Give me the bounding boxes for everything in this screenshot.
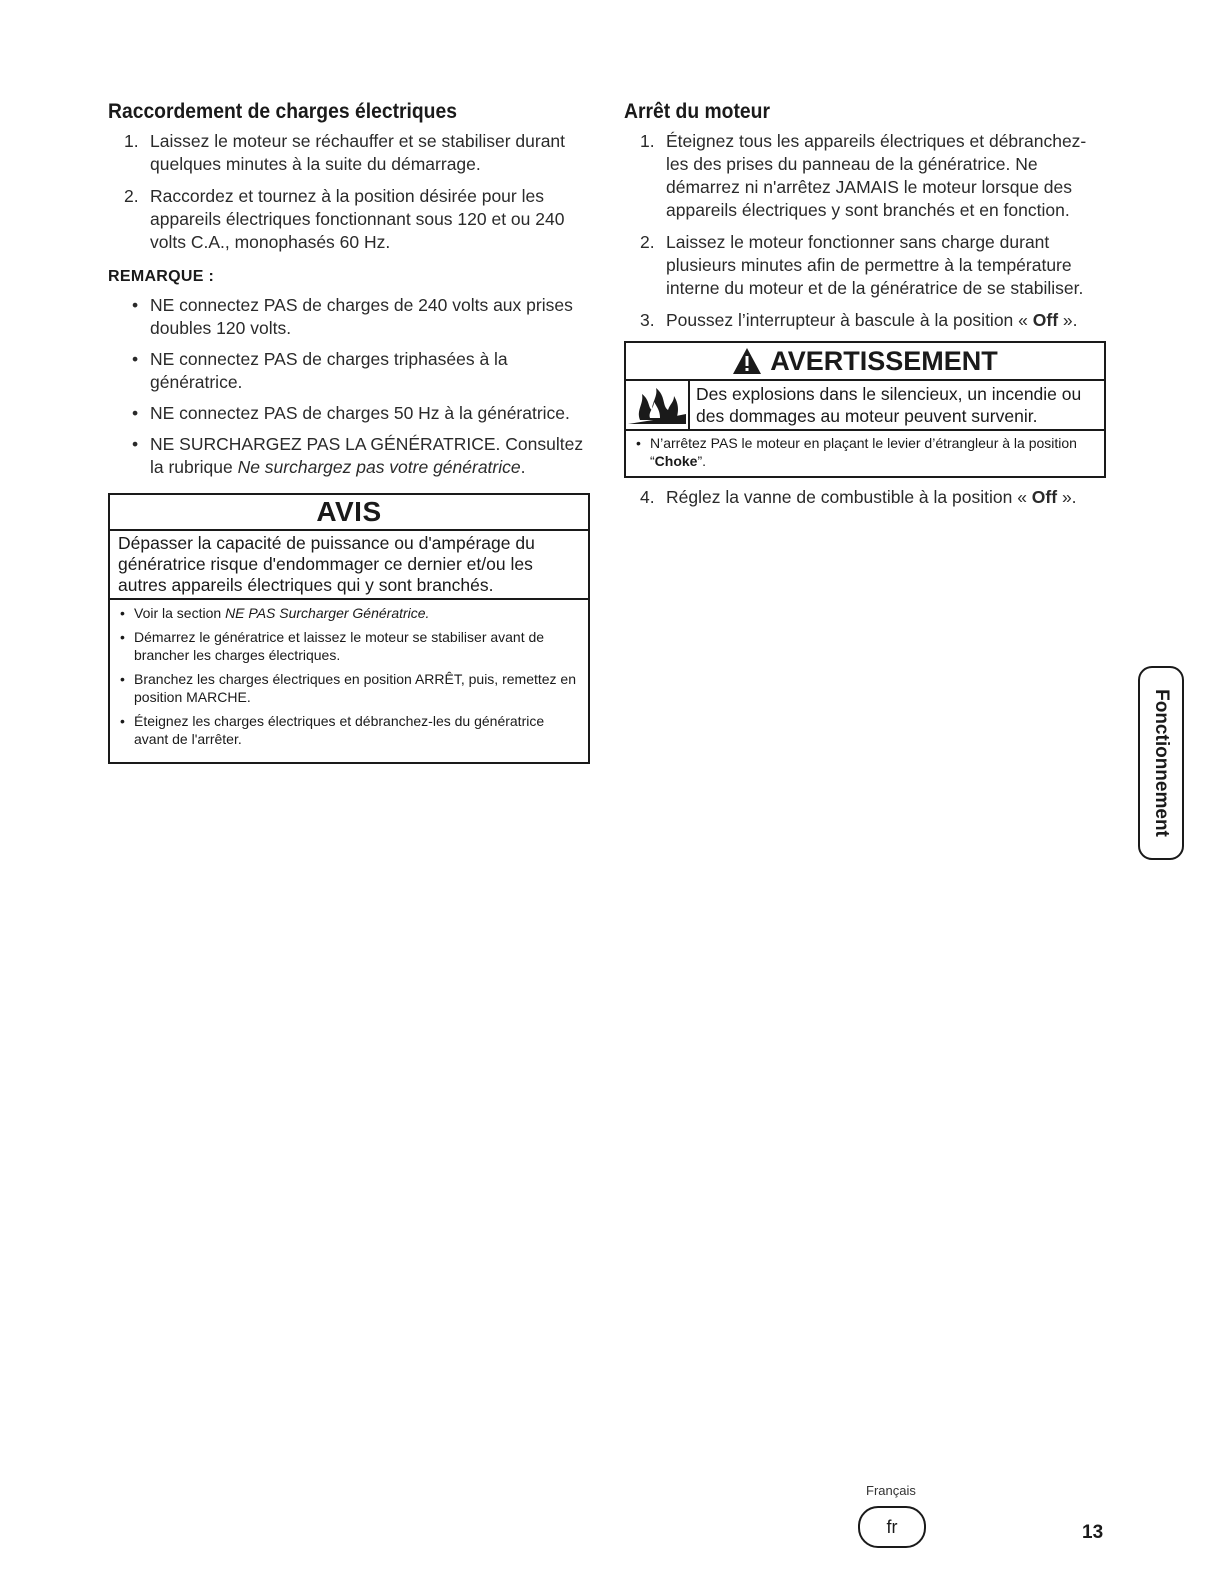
list-item — [116, 604, 582, 622]
list-item — [632, 434, 1098, 470]
note-text: NE connectez PAS de charges de 240 volts aux prises doubles 120 volts. — [150, 295, 573, 338]
step-text-suffix: ». — [1057, 487, 1077, 507]
warning-item-text: N’arrêtez PAS le moteur en plaçant le levier d’étrangleur à la position “ — [650, 435, 1077, 469]
connecting-steps — [108, 130, 588, 254]
step-number: 3. — [640, 310, 655, 330]
section-heading-connecting-loads: Raccordement de charges électriques — [108, 100, 457, 123]
warning-text: Des explosions dans le silencieux, un incendie ou des dommages au moteur peuvent survenir. — [696, 384, 1082, 426]
list-item — [108, 433, 588, 479]
step-text: Poussez l’interrupteur à bascule à la position « — [666, 310, 1033, 330]
warning-box — [624, 341, 1106, 478]
notice-item-italic: NE PAS Surcharger Génératrice. — [225, 605, 430, 621]
list-item — [116, 712, 582, 748]
notice-item-text: Branchez les charges électriques en position ARRÊT, puis, remettez en position MARCHE. — [134, 671, 577, 705]
notice-item-text: Démarrez le génératrice et laissez le moteur se stabiliser avant de brancher les charges électriques. — [134, 629, 545, 663]
step-number: 1. — [640, 131, 655, 151]
bullet-icon: • — [120, 629, 125, 645]
step-number: 2. — [124, 186, 139, 206]
note-text: NE connectez PAS de charges triphasées à la génératrice. — [150, 349, 508, 392]
list-item — [108, 294, 588, 340]
warning-triangle-icon — [732, 347, 762, 375]
list-item — [116, 628, 582, 664]
step-text: Laissez le moteur se réchauffer et se stabiliser durant quelques minutes à la suite du démarrage. — [150, 131, 566, 174]
warning-item-bold: Choke — [654, 453, 698, 469]
left-column — [108, 100, 588, 764]
notice-box — [108, 493, 590, 764]
bullet-icon: • — [132, 295, 139, 315]
fire-icon — [626, 384, 688, 426]
notice-item-text: Éteignez les charges électriques et débranchez-les du génératrice avant de l'arrêter. — [134, 713, 545, 747]
step-text: Réglez la vanne de combustible à la position « — [666, 487, 1032, 507]
notice-title: AVIS — [110, 495, 588, 531]
list-item — [108, 130, 588, 176]
stop-steps — [624, 130, 1106, 332]
page-number: 13 — [1082, 1522, 1104, 1543]
step-number: 1. — [124, 131, 139, 151]
note-text-suffix: . — [520, 457, 526, 477]
list-item — [108, 185, 588, 254]
note-text: NE connectez PAS de charges 50 Hz à la génératrice. — [150, 403, 570, 423]
step-text: Raccordez et tournez à la position désirée pour les appareils électriques fonctionnant sous 120 et ou 240 volts C.A., monophasés 60 Hz. — [150, 186, 565, 252]
warning-hazard-row — [626, 381, 1104, 431]
bullet-icon: • — [636, 435, 641, 451]
list-item — [624, 130, 1106, 222]
stop-steps-continued — [624, 486, 1106, 509]
notice-items — [110, 600, 588, 762]
step-text: Éteignez tous les appareils électriques et débranchez-les des prises du panneau de la génératrice. Ne démarrez ni n'arrêtez JAMAIS le moteur lorsque des appareils électriques y sont branchés et en fonction. — [666, 131, 1087, 220]
bullet-icon: • — [120, 605, 125, 621]
notice-description: Dépasser la capacité de puissance ou d'ampérage du génératrice risque d'endommager ce dernier et/ou les autres appareils électriques qui y sont branchés. — [110, 531, 588, 600]
step-text: Laissez le moteur fonctionner sans charge durant plusieurs minutes afin de permettre à la température interne du moteur et de la génératrice de se stabiliser. — [666, 232, 1084, 298]
section-heading-engine-stop: Arrêt du moteur — [624, 100, 770, 123]
note-italic-reference: Ne surchargez pas votre génératrice — [237, 457, 521, 477]
step-text-suffix: ». — [1058, 310, 1078, 330]
warning-header — [626, 343, 1104, 381]
bullet-icon: • — [132, 349, 139, 369]
section-side-tab — [1138, 666, 1184, 860]
note-text: NE SURCHARGEZ PAS LA GÉNÉRATRICE. Consultez la rubrique — [150, 434, 584, 477]
language-badge: fr — [858, 1506, 926, 1548]
bullet-icon: • — [120, 713, 125, 729]
warning-icon-cell — [626, 381, 690, 429]
list-item — [624, 309, 1106, 332]
list-item — [116, 670, 582, 706]
bullet-icon: • — [132, 403, 139, 423]
list-item — [624, 231, 1106, 300]
list-item — [108, 348, 588, 394]
warning-items — [626, 431, 1104, 476]
bullet-icon: • — [120, 671, 125, 687]
warning-title: AVERTISSEMENT — [770, 346, 998, 376]
step-bold-value: Off — [1032, 310, 1059, 330]
step-number: 2. — [640, 232, 655, 252]
warning-item-suffix: ”. — [697, 453, 707, 469]
footer-language: Français — [866, 1483, 916, 1498]
notice-item-text: Voir la section — [134, 605, 226, 621]
step-bold-value: Off — [1031, 487, 1058, 507]
list-item — [108, 402, 588, 425]
side-tab-label: Fonctionnement — [1151, 689, 1172, 837]
note-label: REMARQUE : — [108, 268, 215, 285]
right-column — [624, 100, 1106, 518]
list-item — [624, 486, 1106, 509]
bullet-icon: • — [132, 434, 139, 454]
note-list — [108, 294, 588, 479]
step-number: 4. — [640, 487, 655, 507]
